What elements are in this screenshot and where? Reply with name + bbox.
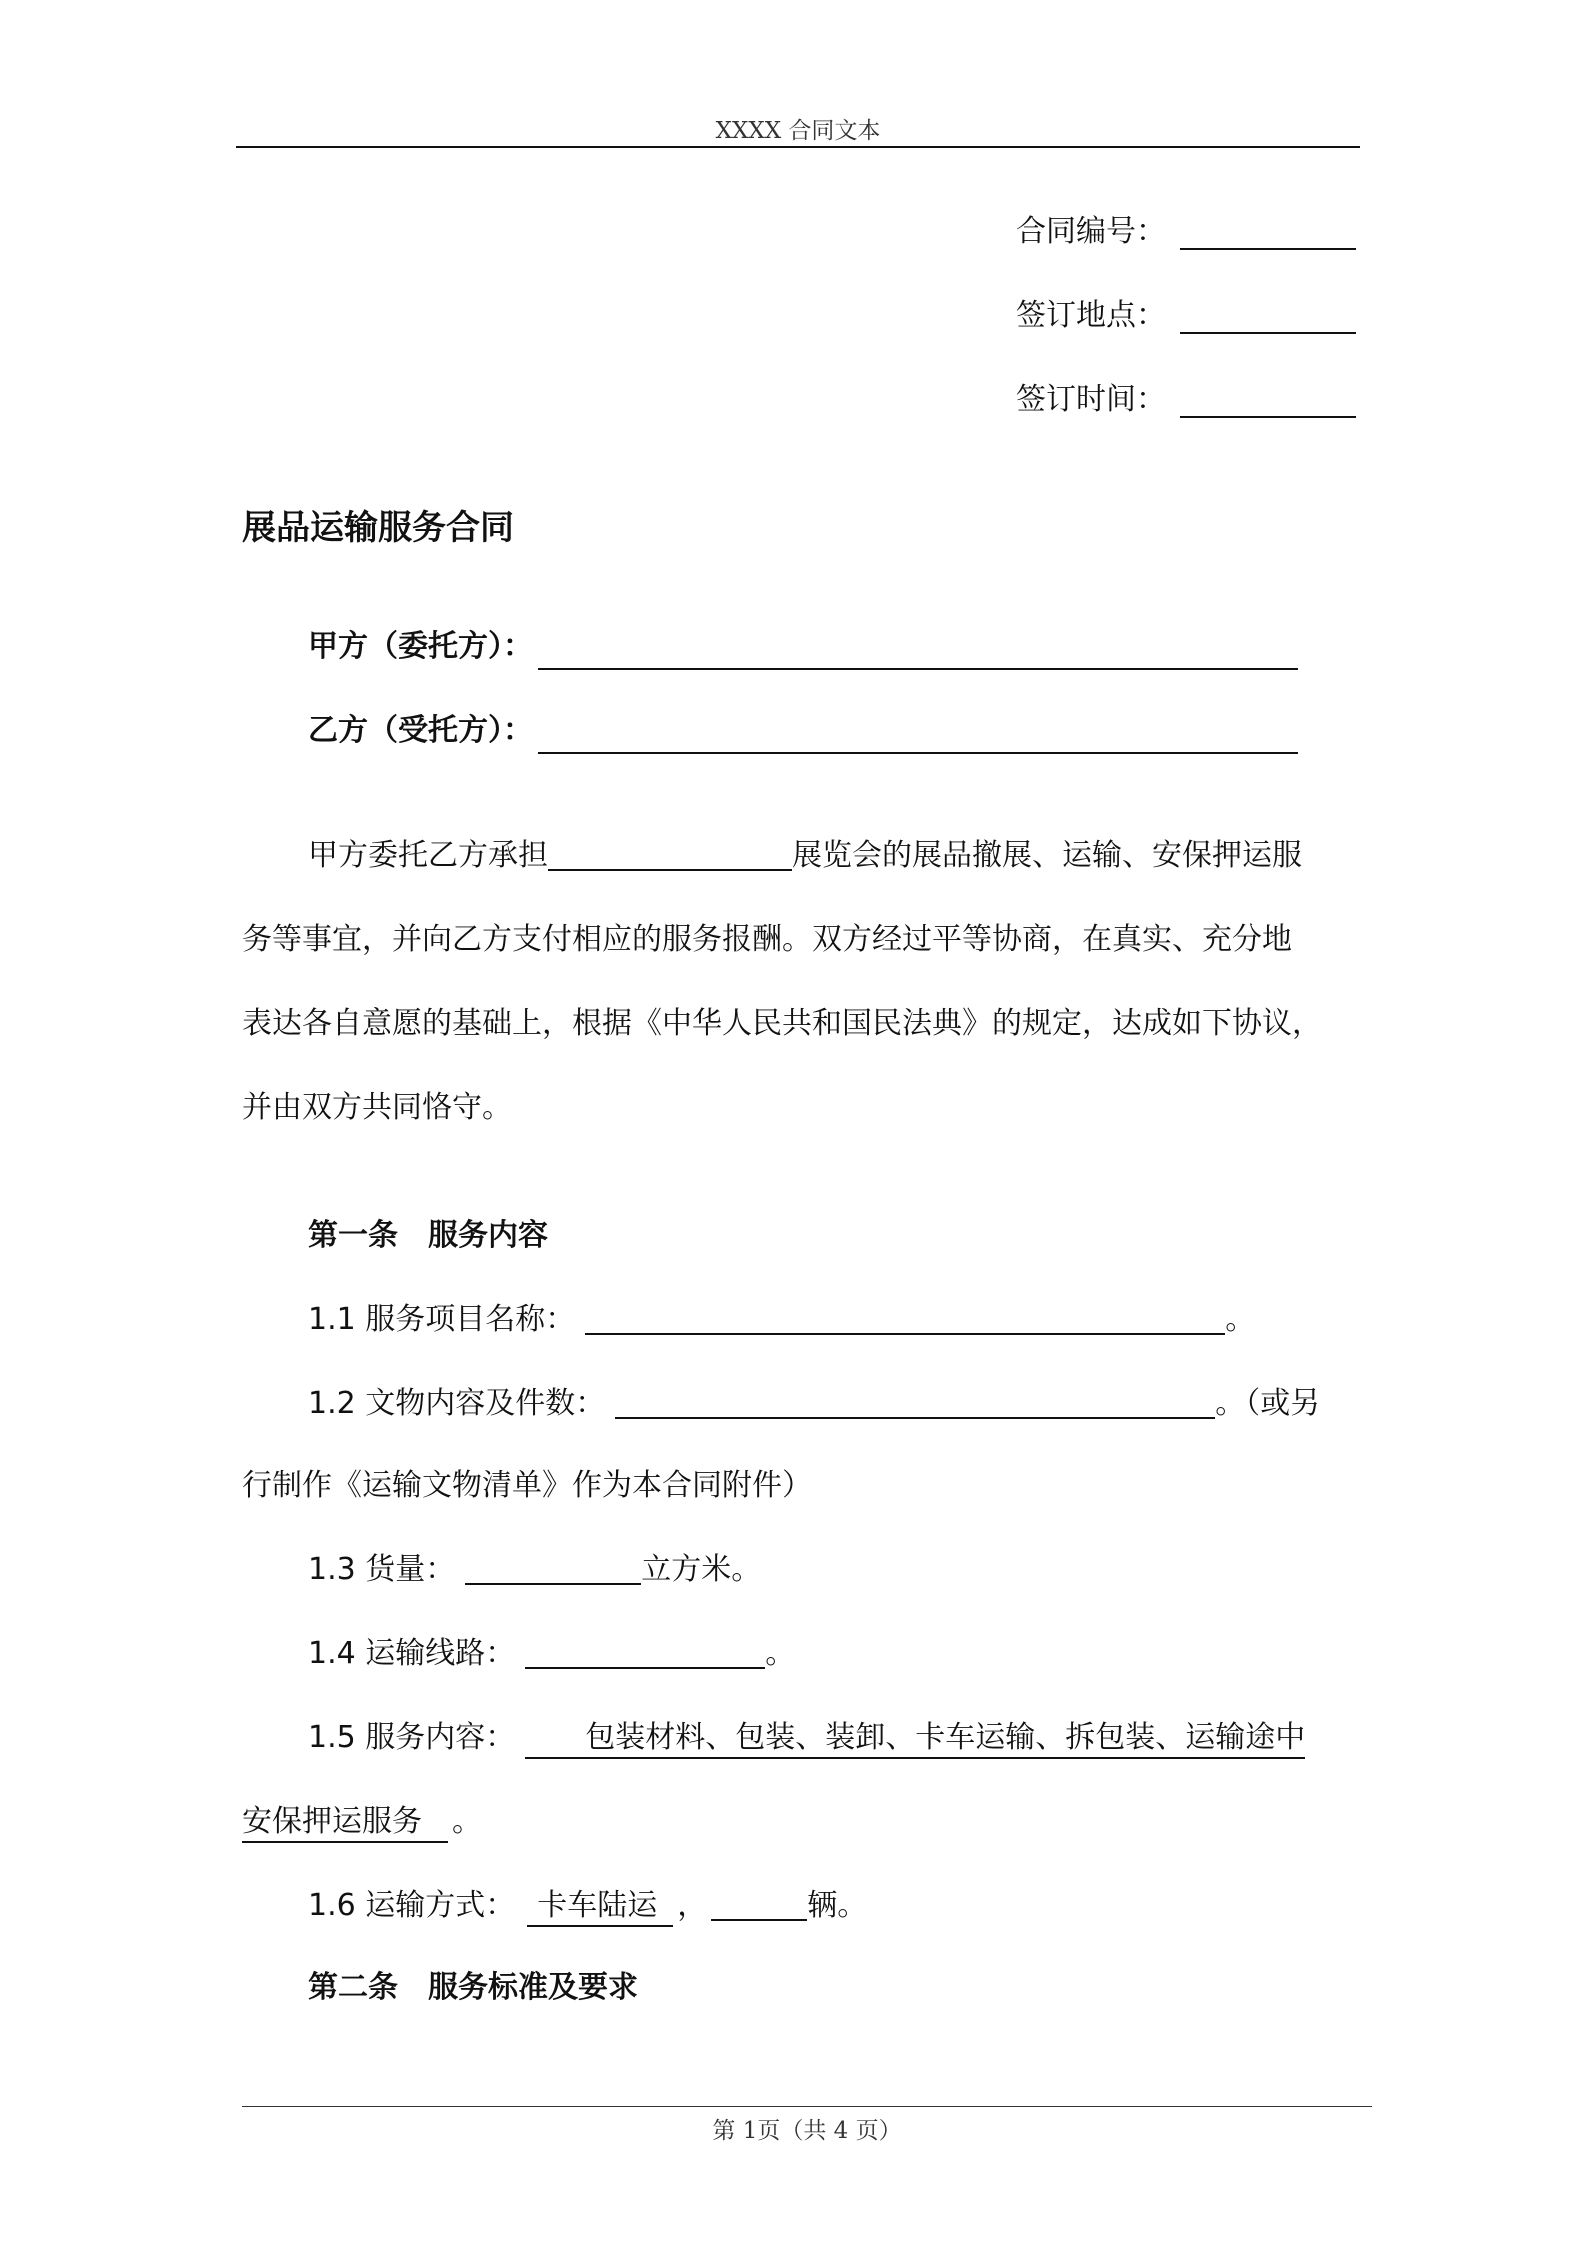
item-1-2-cont: 行制作《运输文物清单》作为本合同附件） bbox=[242, 1468, 812, 1503]
party-a-field bbox=[308, 620, 533, 666]
party-b-label: 乙方（受托方）： bbox=[308, 713, 533, 748]
party-a-label: 甲方（委托方）： bbox=[308, 629, 533, 664]
item-label: 1.6 运输方式： bbox=[308, 1888, 516, 1923]
item-separator: ， bbox=[677, 1888, 708, 1923]
item-end: 。（或另 bbox=[1215, 1386, 1321, 1421]
item-end: 。 bbox=[452, 1804, 482, 1839]
item-label: 1.3 货量： bbox=[308, 1552, 456, 1587]
article-2-heading: 第二条 服务标准及要求 bbox=[308, 1970, 638, 2005]
sign-time-field bbox=[1016, 374, 1166, 418]
route-blank[interactable] bbox=[525, 1635, 765, 1669]
contract-number-label: 合同编号： bbox=[1016, 214, 1166, 249]
item-label: 1.4 运输线路： bbox=[308, 1636, 516, 1671]
item-1-3 bbox=[308, 1544, 761, 1588]
item-end: 立方米。 bbox=[641, 1552, 762, 1587]
preamble-text: 展览会的展品撤展、运输、安保押运服 bbox=[792, 838, 1302, 873]
contract-number-field bbox=[1016, 206, 1166, 250]
item-label: 1.2 文物内容及件数： bbox=[308, 1386, 606, 1421]
volume-blank[interactable] bbox=[465, 1551, 641, 1585]
preamble-line-3: 表达各自意愿的基础上，根据《中华人民共和国民法典》的规定，达成如下协议， bbox=[242, 1006, 1322, 1041]
contract-title: 展品运输服务合同 bbox=[242, 508, 514, 548]
preamble-line-1 bbox=[308, 830, 1302, 874]
item-label: 1.1 服务项目名称： bbox=[308, 1302, 576, 1337]
sign-time-blank[interactable] bbox=[1180, 414, 1356, 418]
item-label: 1.5 服务内容： bbox=[308, 1720, 516, 1755]
item-1-4 bbox=[308, 1628, 795, 1672]
party-a-blank[interactable] bbox=[538, 668, 1298, 670]
footer-divider bbox=[242, 2106, 1372, 2107]
preamble-line-2: 务等事宜，并向乙方支付相应的服务报酬。双方经过平等协商，在真实、充分地 bbox=[242, 922, 1292, 957]
service-content-value: 包装材料、包装、装卸、卡车运输、拆包装、运输途中 bbox=[525, 1720, 1305, 1759]
sign-place-blank[interactable] bbox=[1180, 330, 1356, 334]
contract-number-blank[interactable] bbox=[1180, 246, 1356, 250]
item-1-1 bbox=[308, 1294, 1255, 1338]
preamble-line-4: 并由双方共同恪守。 bbox=[242, 1090, 512, 1125]
relics-blank[interactable] bbox=[615, 1385, 1215, 1419]
item-1-2 bbox=[308, 1378, 1320, 1422]
service-name-blank[interactable] bbox=[585, 1301, 1225, 1335]
item-end: 。 bbox=[765, 1636, 796, 1671]
party-b-field bbox=[308, 704, 533, 750]
page-number: 第 1页（共 4 页） bbox=[712, 2118, 902, 2144]
item-1-5-cont bbox=[242, 1796, 482, 1840]
sign-place-label: 签订地点： bbox=[1016, 298, 1166, 333]
sign-time-label: 签订时间： bbox=[1016, 382, 1166, 417]
service-content-value-cont: 安保押运服务 bbox=[242, 1804, 448, 1843]
item-1-6 bbox=[308, 1880, 867, 1924]
party-b-blank[interactable] bbox=[538, 752, 1298, 754]
article-1-heading: 第一条 服务内容 bbox=[308, 1218, 548, 1253]
page-header: XXXX 合同文本 bbox=[715, 118, 881, 144]
preamble-text: 甲方委托乙方承担 bbox=[308, 838, 548, 873]
sign-place-field bbox=[1016, 290, 1166, 334]
exhibition-name-blank[interactable] bbox=[548, 837, 792, 871]
header-divider bbox=[236, 146, 1360, 148]
item-1-5 bbox=[308, 1712, 1305, 1756]
item-end: 。 bbox=[1225, 1302, 1256, 1337]
transport-mode-value: 卡车陆运 bbox=[527, 1888, 673, 1927]
vehicle-count-blank[interactable] bbox=[711, 1887, 807, 1921]
item-end: 辆。 bbox=[807, 1888, 868, 1923]
